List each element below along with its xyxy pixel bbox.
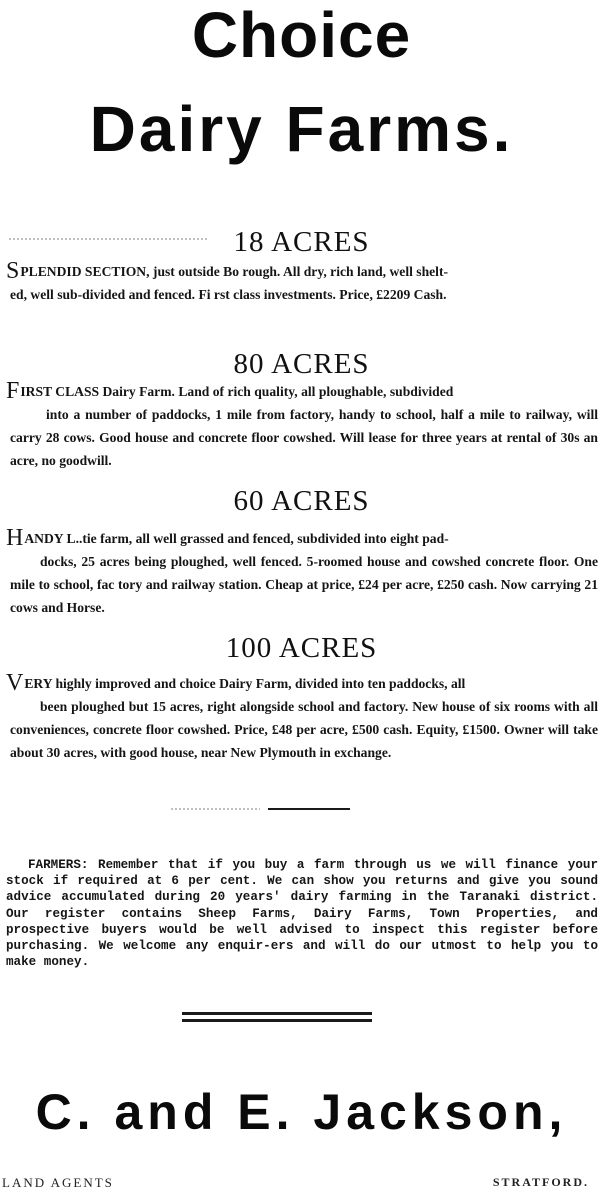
listing-text-18-acres <box>6 260 598 306</box>
dropcap: V <box>6 670 24 696</box>
divider-top <box>182 1012 372 1015</box>
listing-line: PLENDID SECTION, just outside Bo rough. All dry, rich land, well shelt- <box>20 264 448 279</box>
dropcap: H <box>6 525 24 551</box>
listing-heading-18-acres: 18 ACRES <box>233 226 370 258</box>
listing-rest: ed, well sub-divided and fenced. Fi rst class investments. Price, £2209 Cash. <box>10 287 447 302</box>
firm-name: C. and E. Jackson, <box>35 1084 568 1140</box>
divider-bottom <box>182 1019 372 1022</box>
listing-heading-60-acres: 60 ACRES <box>233 485 370 517</box>
title-line-2: Dairy Farms. <box>89 93 514 165</box>
listing-line: ANDY L..tie farm, all well grassed and fenced, subdivided into eight pad- <box>24 531 449 546</box>
farmers-notice <box>6 857 598 970</box>
listing-line: IRST CLASS Dairy Farm. Land of rich quality, all ploughable, subdivided <box>20 384 454 399</box>
notice-text: FARMERS: Remember that if you buy a farm through us we will finance your stock if required at 6 per cent. We can show you returns and give you sound advice accumulated during 20 years' dairy farming in the Taranaki district. Our register contains Sheep Farms, Dairy Farms, Town Properties, and prospective buyers would be well advised to inspect this register before purchasing. We welcome any enquir-ers and will do our utmost to help you to make money. <box>6 858 598 970</box>
title-line-1: Choice <box>191 0 412 71</box>
listing-rest: been ploughed but 15 acres, right alongside school and factory. New house of six rooms with all conveniences, concrete floor cowshed. Price, £48 per acre, £500 cash. Equity, £1500. Owner will take about 30 acres, with good house, near New Plymouth in exchange. <box>10 699 598 760</box>
listing-text-100-acres <box>6 672 598 764</box>
footer-land-agents: LAND AGENTS <box>2 1175 114 1190</box>
listing-text-60-acres <box>6 527 598 619</box>
listing-heading-80-acres: 80 ACRES <box>233 348 370 380</box>
listing-text-80-acres <box>6 380 598 472</box>
divider-short <box>268 808 350 810</box>
dropcap: S <box>6 258 20 284</box>
footer-stratford: STRATFORD. <box>492 1175 589 1189</box>
listing-heading-100-acres: 100 ACRES <box>225 632 378 664</box>
smudge-dots <box>170 808 260 810</box>
listing-line: ERY highly improved and choice Dairy Farm, divided into ten paddocks, all <box>24 676 466 691</box>
listing-rest: into a number of paddocks, 1 mile from factory, handy to school, half a mile to railway, will carry 28 cows. Good house and concrete floor cowshed. Will lease for three years at rental of 30s an acre, no goodwill. <box>10 407 598 468</box>
dropcap: F <box>6 378 20 404</box>
listing-rest: docks, 25 acres being ploughed, well fenced. 5-roomed house and cowshed concrete floor. One mile to school, fac tory and railway station. Cheap at price, £24 per acre, £250 cash. Now carrying 21 cows and Horse. <box>10 554 598 615</box>
